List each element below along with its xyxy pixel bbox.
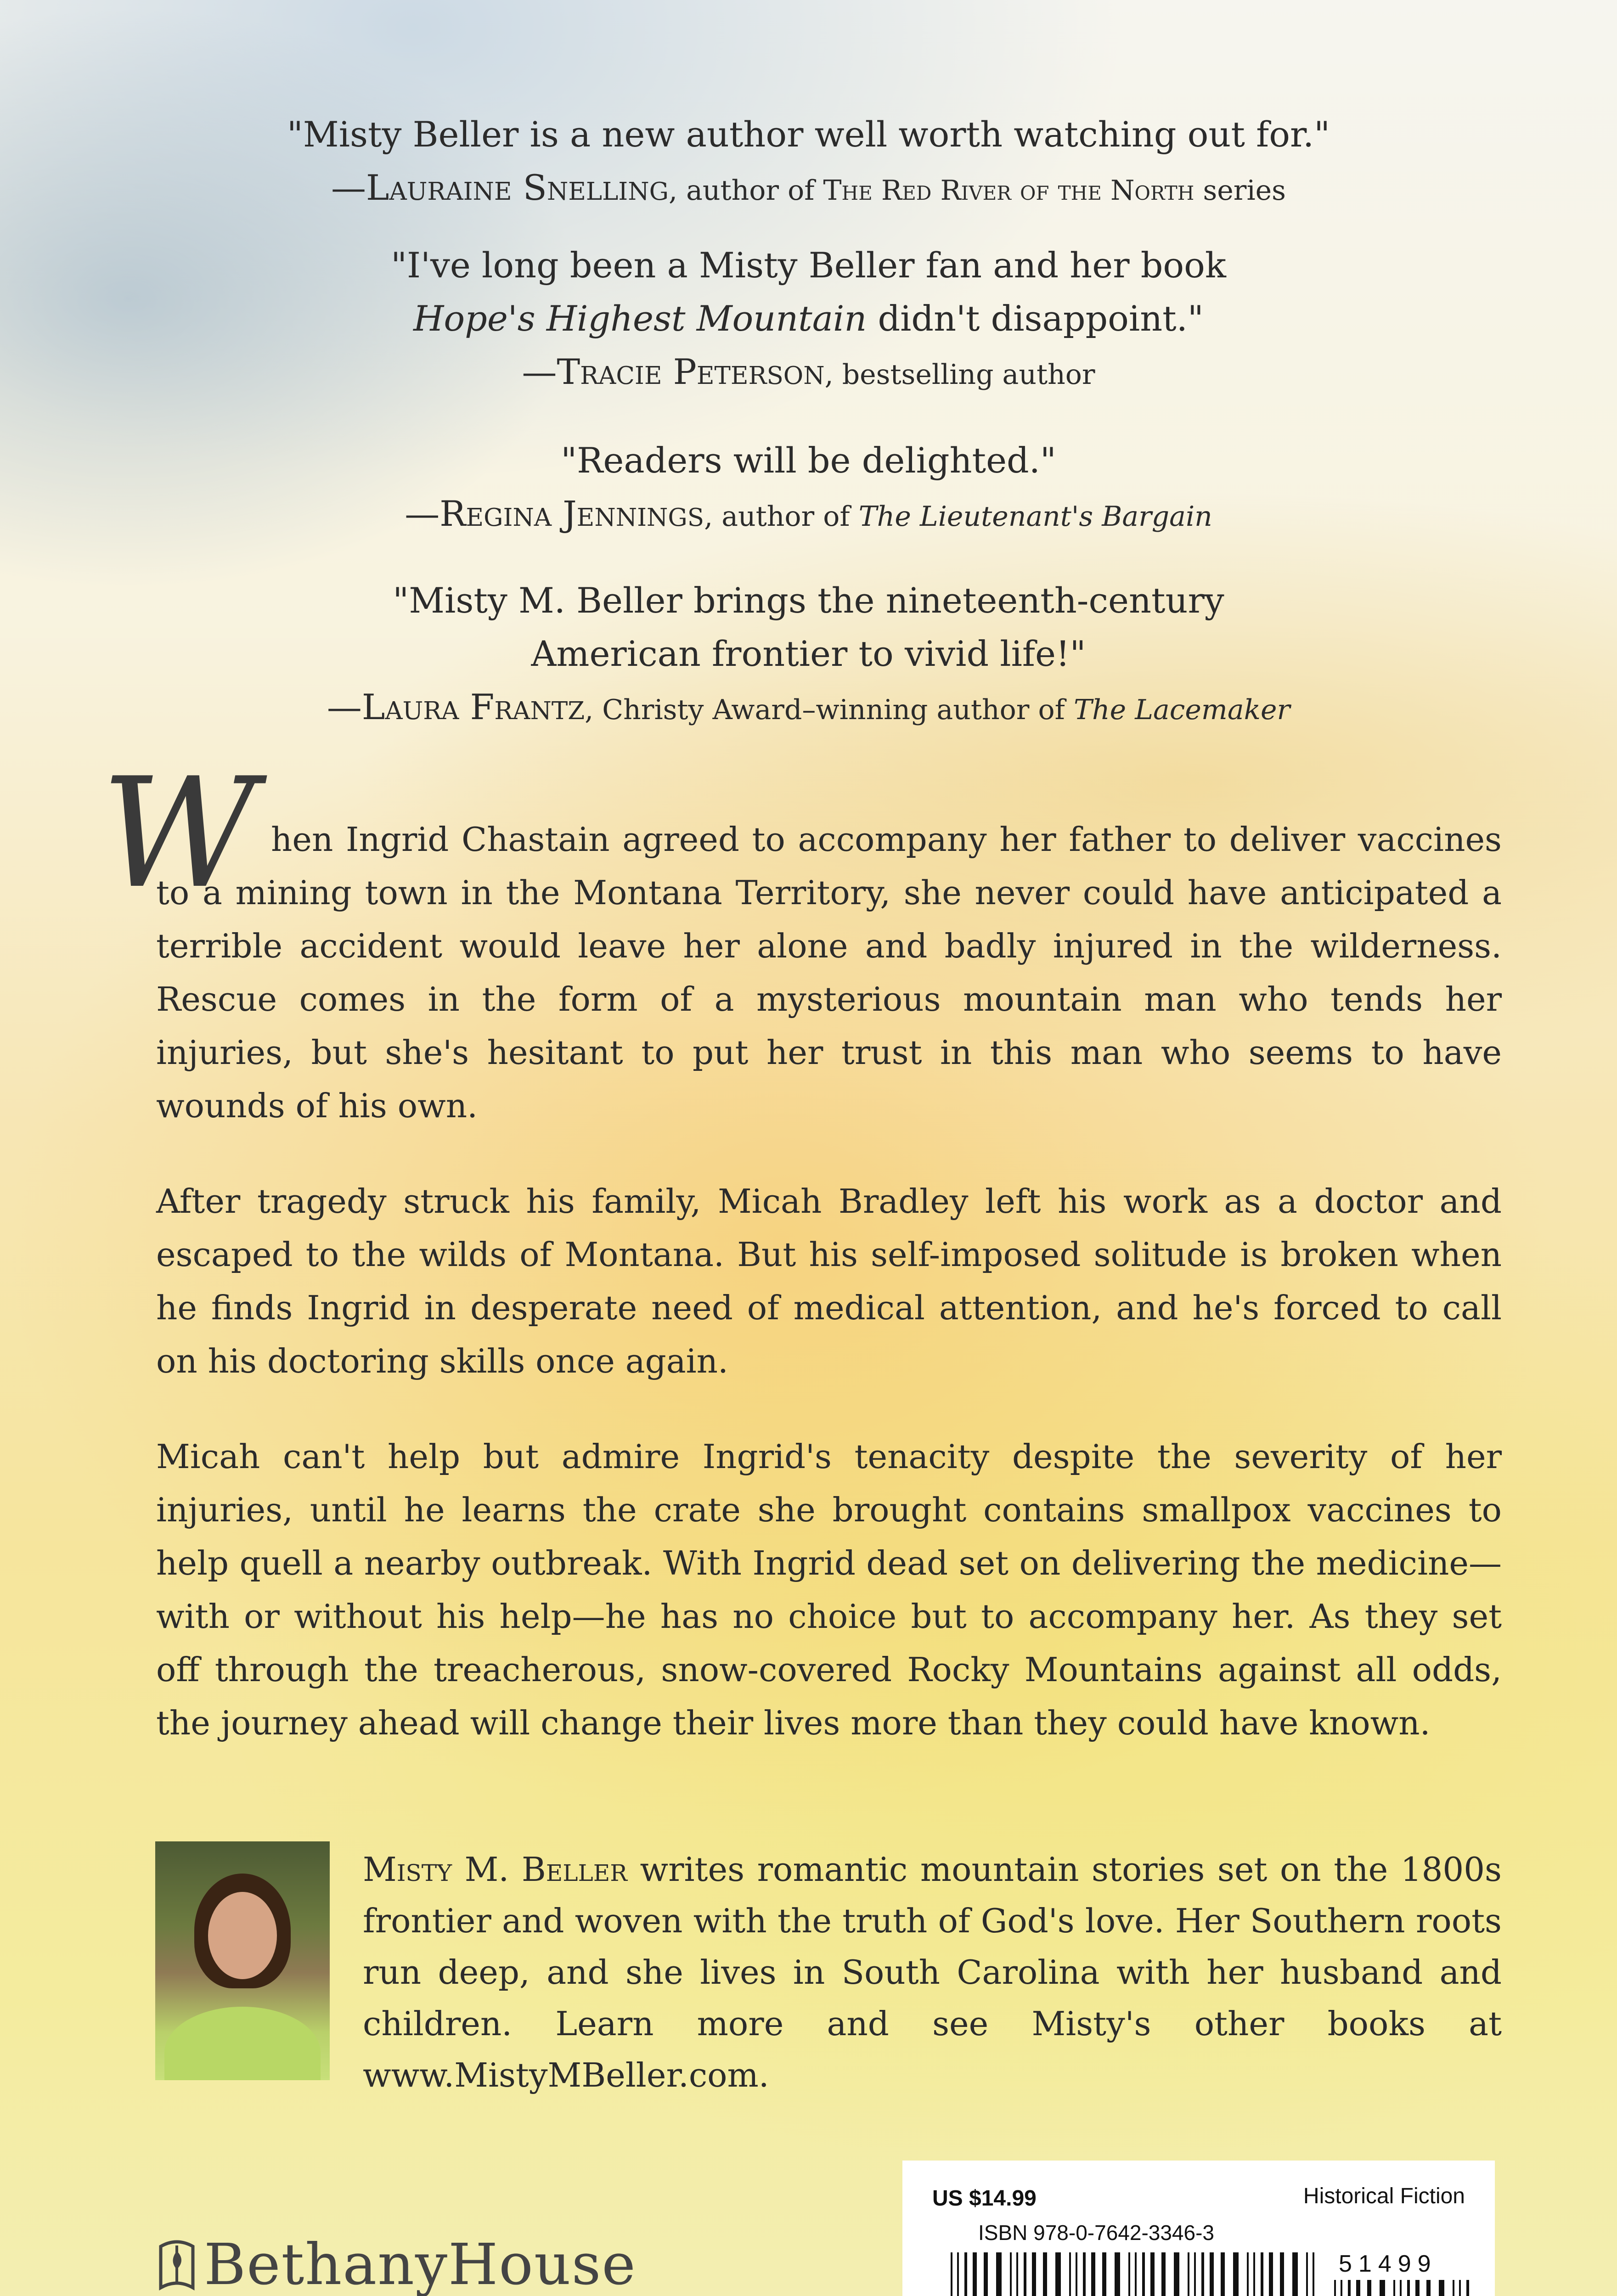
barcode-bar xyxy=(1269,2252,1273,2296)
barcode-bar xyxy=(1150,2252,1155,2296)
barcode-bar xyxy=(973,2252,977,2296)
barcode-addon-number: 51499 xyxy=(1339,2251,1437,2277)
barcode-bar xyxy=(1233,2252,1239,2296)
quote-3-attribution: —Regina Jennings, author of The Lieutenant's Bargain xyxy=(405,493,1212,534)
author-name: Misty M. Beller xyxy=(363,1850,627,1889)
barcode-bar xyxy=(1334,2280,1336,2296)
genre-label: Historical Fiction xyxy=(1303,2184,1465,2208)
barcode-bar xyxy=(1459,2280,1461,2296)
barcode-bar xyxy=(1210,2252,1214,2296)
blurb-paragraph-1: hen Ingrid Chastain agreed to accompany her father to deliver vaccines to a mining town in the Montana Territory, she never could have anticipated a terrible accident would leave her alone and badly injured in the wilderness. Rescue comes in the form of a mysterious mountain man who tends her injuries, but she's hesitant to put her trust in this man who seems to have wounds of his own. xyxy=(156,820,1502,1125)
barcode-bar xyxy=(957,2252,959,2296)
barcode-bar xyxy=(1348,2280,1351,2296)
barcode-bar xyxy=(1426,2280,1431,2296)
barcode-bar xyxy=(1415,2280,1420,2296)
barcode-bar xyxy=(1261,2252,1263,2296)
quote-4 xyxy=(0,574,1617,737)
barcode-bar xyxy=(964,2252,967,2296)
barcode-bar xyxy=(1024,2252,1026,2296)
barcode-bar xyxy=(1356,2280,1360,2296)
barcode-bar xyxy=(1341,2280,1342,2296)
barcode-bar xyxy=(1400,2280,1402,2296)
barcode-bar xyxy=(1016,2252,1018,2296)
barcode-bar xyxy=(1188,2252,1189,2296)
barcode-bar xyxy=(1253,2252,1255,2296)
barcode-label xyxy=(902,2161,1495,2296)
author-photo xyxy=(155,1841,330,2080)
barcode-bar xyxy=(1161,2252,1166,2296)
barcode-bar xyxy=(1135,2252,1137,2296)
barcode-bar xyxy=(1010,2252,1012,2296)
barcode-bar xyxy=(1393,2280,1395,2296)
quote-4-attribution: —Laura Frantz, Christy Award–winning author of The Lacemaker xyxy=(327,687,1290,727)
barcode-bar xyxy=(1292,2252,1298,2296)
publisher-name: BethanyHouse xyxy=(204,2232,637,2296)
barcode-bar xyxy=(1142,2252,1145,2296)
book-flame-icon xyxy=(156,2237,197,2292)
barcode-bar xyxy=(1076,2252,1077,2296)
blurb-paragraph-3: Micah can't help but admire Ingrid's tenacity despite the severity of her injuries, until he learns the crate she brought contains smallpox vaccines to help quell a nearby outbreak. With Ingrid dead set on delivering the medicine—with or without his help—he has no choice but to accompany her. As they set off through the treacherous, snow-covered Rocky Mountains against all odds, the journey ahead will change their lives more than they could have known. xyxy=(156,1437,1502,1742)
quote-2-attribution: —Tracie Peterson, bestselling author xyxy=(522,351,1095,392)
price-label: US $14.99 xyxy=(932,2186,1037,2211)
blurb-paragraph-2: After tragedy struck his family, Micah Bradley left his work as a doctor and escaped to the wilds of Montana. But his self-imposed solitude is broken when he finds Ingrid in desperate need of medical attention, and he's forced to call on his doctoring skills once again. xyxy=(156,1182,1502,1380)
barcode-bar xyxy=(1306,2252,1308,2296)
barcode-bar xyxy=(1407,2280,1410,2296)
barcode-bar xyxy=(1043,2252,1047,2296)
publisher-logo xyxy=(156,2232,637,2296)
barcode-bar xyxy=(1439,2280,1444,2296)
barcode-bar xyxy=(1466,2280,1469,2296)
book-blurb xyxy=(156,813,1502,1792)
barcode-bar xyxy=(951,2252,952,2296)
barcode-bar xyxy=(1194,2252,1196,2296)
barcode-bar xyxy=(1069,2252,1071,2296)
quote-1-attribution: —Lauraine Snelling, author of The Red River of the North series xyxy=(331,167,1286,208)
quote-3 xyxy=(0,434,1617,543)
barcode-bar xyxy=(1453,2280,1454,2296)
isbn-label: ISBN 978-0-7642-3346-3 xyxy=(978,2221,1214,2245)
quote-2 xyxy=(0,239,1617,401)
drop-cap-letter: W xyxy=(101,745,257,922)
author-bio xyxy=(363,1844,1502,2101)
quote-4-line1: "Misty M. Beller brings the nineteenth-century xyxy=(393,580,1224,621)
barcode-bar xyxy=(1032,2252,1036,2296)
price-addon-barcode xyxy=(1334,2280,1472,2296)
barcode-bar xyxy=(1055,2252,1061,2296)
quote-2-line1: "I've long been a Misty Beller fan and her book xyxy=(391,245,1226,286)
barcode-bar xyxy=(1313,2252,1314,2296)
barcode-bar xyxy=(1102,2252,1106,2296)
isbn-barcode xyxy=(951,2252,1318,2296)
barcode-bar xyxy=(996,2252,1002,2296)
quote-1 xyxy=(0,108,1617,217)
quote-3-text: "Readers will be delighted." xyxy=(561,440,1056,481)
quote-2-line2: Hope's Highest Mountain didn't disappoint." xyxy=(413,298,1204,339)
quote-4-line2: American frontier to vivid life!" xyxy=(531,633,1086,674)
barcode-bar xyxy=(984,2252,988,2296)
barcode-bar xyxy=(1280,2252,1284,2296)
barcode-bar xyxy=(1174,2252,1179,2296)
barcode-bar xyxy=(1201,2252,1204,2296)
barcode-bar xyxy=(1367,2280,1371,2296)
barcode-bar xyxy=(1221,2252,1225,2296)
barcode-bar xyxy=(1091,2252,1095,2296)
barcode-bar xyxy=(1380,2280,1385,2296)
barcode-bar xyxy=(1083,2252,1086,2296)
barcode-bar xyxy=(1247,2252,1249,2296)
author-bio-text: writes romantic mountain stories set on the 1800s frontier and woven with the truth of God's love. Her Southern roots run deep, and she lives in South Carolina with her husband and children. Learn more and see Misty's other books at www.MistyMBeller.com. xyxy=(363,1850,1502,2094)
quote-1-text: "Misty Beller is a new author well worth watching out for." xyxy=(287,114,1330,155)
barcode-bar xyxy=(1128,2252,1130,2296)
barcode-bar xyxy=(1115,2252,1120,2296)
